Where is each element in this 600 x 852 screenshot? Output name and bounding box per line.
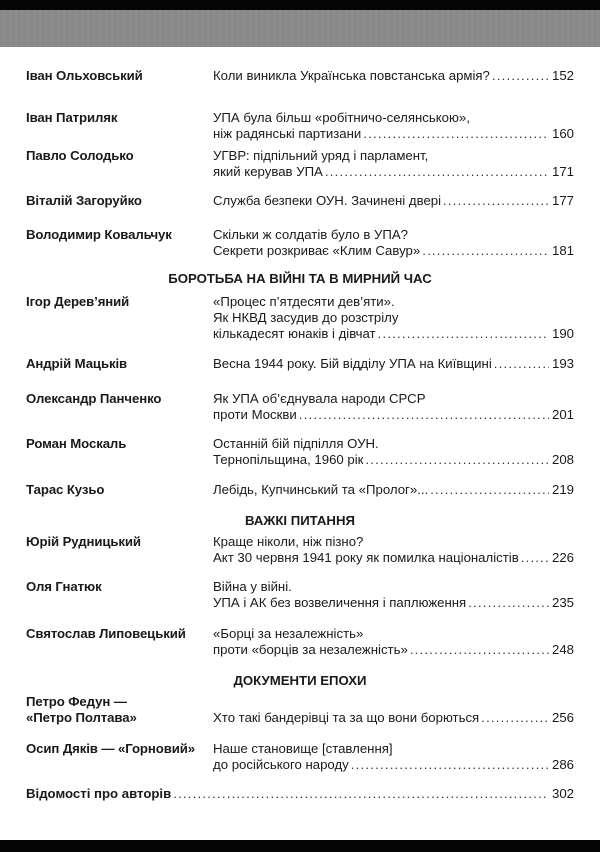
entry-author: Святослав Липовецький	[26, 626, 186, 641]
entry-title: Наше становище [ставлення]	[213, 741, 393, 756]
entry-title: «Борці за незалежність»	[213, 626, 364, 641]
entry-page: 256	[551, 710, 574, 725]
entry-title: УГВР: підпільний уряд і парламент,	[213, 148, 429, 163]
entry-title: Служба безпеки ОУН. Зачинені двері	[213, 193, 442, 208]
entry-title: Акт 30 червня 1941 року як помилка націоналістів	[213, 550, 519, 565]
dot-leader	[481, 710, 549, 726]
dot-leader	[365, 452, 549, 468]
dot-leader	[410, 642, 549, 658]
entry-page: 152	[551, 68, 574, 83]
entry-author: Осип Дяків — «Горновий»	[26, 741, 195, 756]
entry-author: Тарас Кузьо	[26, 482, 105, 497]
scan-bottom-edge	[0, 840, 600, 852]
entry-author: Іван Ольховський	[26, 68, 143, 83]
entry-title: Відомості про авторів	[26, 786, 172, 801]
entry-title: УПА була більш «робітничо-селянською»,	[213, 110, 470, 125]
entry-author: Володимир Ковальчук	[26, 227, 172, 242]
entry-page: 171	[551, 164, 574, 179]
entry-page: 177	[551, 193, 574, 208]
entry-author: Павло Солодько	[26, 148, 134, 163]
entry-author: Юрій Рудницький	[26, 534, 141, 549]
entry-author: Олександр Панченко	[26, 391, 162, 406]
entry-title: проти Москви	[213, 407, 297, 422]
entry-author: Іван Патриляк	[26, 110, 118, 125]
toc-entry-authors-info[interactable]	[26, 786, 574, 802]
dot-leader	[299, 407, 549, 423]
section-heading: ДОКУМЕНТИ ЕПОХИ	[233, 673, 367, 688]
dot-leader	[422, 243, 549, 259]
entry-title: кількадесят юнаків і дівчат	[213, 326, 376, 341]
entry-title: «Процес п’ятдесяти дев’яти».	[213, 294, 395, 309]
entry-page: 302	[551, 786, 574, 801]
entry-title: Останній бій підпілля ОУН.	[213, 436, 379, 451]
entry-page: 160	[551, 126, 574, 141]
scan-top-edge	[0, 0, 600, 10]
entry-title: до російського народу	[213, 757, 349, 772]
dot-leader	[494, 356, 549, 372]
dot-leader	[173, 786, 549, 802]
entry-page: 286	[551, 757, 574, 772]
entry-author: Андрій Мацьків	[26, 356, 128, 371]
entry-author: Петро Федун —	[26, 694, 127, 709]
entry-title: Лебідь, Купчинський та «Пролог»...	[213, 482, 429, 497]
dot-leader	[443, 193, 549, 209]
entry-page: 181	[551, 243, 574, 258]
dot-leader	[492, 68, 549, 84]
entry-title: УПА і АК без возвеличення і паплюження	[213, 595, 467, 610]
dot-leader	[430, 482, 549, 498]
entry-author: «Петро Полтава»	[26, 710, 137, 725]
entry-title: Тернопільщина, 1960 рік	[213, 452, 364, 467]
section-heading: БОРОТЬБА НА ВІЙНІ ТА В МИРНИЙ ЧАС	[168, 271, 432, 286]
entry-title: Як УПА об’єднувала народи СРСР	[213, 391, 426, 406]
entry-page: 190	[551, 326, 574, 341]
entry-title: Коли виникла Українська повстанська армія?	[213, 68, 490, 83]
entry-title: Хто такі бандерівці та за що вони борються	[213, 710, 480, 725]
entry-title: який керував УПА	[213, 164, 323, 179]
entry-page: 193	[551, 356, 574, 371]
dot-leader	[521, 550, 549, 566]
entry-title: Весна 1944 року. Бій відділу УПА на Київщині	[213, 356, 492, 371]
entry-author: Оля Гнатюк	[26, 579, 102, 594]
entry-title: Як НКВД засудив до розстрілу	[213, 310, 399, 325]
entry-page: 235	[551, 595, 574, 610]
entry-page: 208	[551, 452, 574, 467]
entry-page: 201	[551, 407, 574, 422]
entry-title: Скільки ж солдатів було в УПА?	[213, 227, 408, 242]
entry-page: 226	[551, 550, 574, 565]
dot-leader	[378, 326, 549, 342]
entry-page: 248	[551, 642, 574, 657]
dot-leader	[468, 595, 549, 611]
entry-title: Війна у війні.	[213, 579, 292, 594]
entry-author: Ігор Дерев’яний	[26, 294, 130, 309]
entry-author: Віталій Загоруйко	[26, 193, 142, 208]
entry-title: Секрети розкриває «Клим Савур»	[213, 243, 421, 258]
page-header-band	[0, 10, 600, 47]
entry-page: 219	[551, 482, 574, 497]
entry-title: Краще ніколи, ніж пізно?	[213, 534, 364, 549]
dot-leader	[325, 164, 549, 180]
section-heading: ВАЖКІ ПИТАННЯ	[245, 513, 355, 528]
dot-leader	[363, 126, 549, 142]
entry-author: Роман Москаль	[26, 436, 127, 451]
entry-title: проти «борців за незалежність»	[213, 642, 408, 657]
dot-leader	[351, 757, 549, 773]
entry-title: ніж радянські партизани	[213, 126, 362, 141]
